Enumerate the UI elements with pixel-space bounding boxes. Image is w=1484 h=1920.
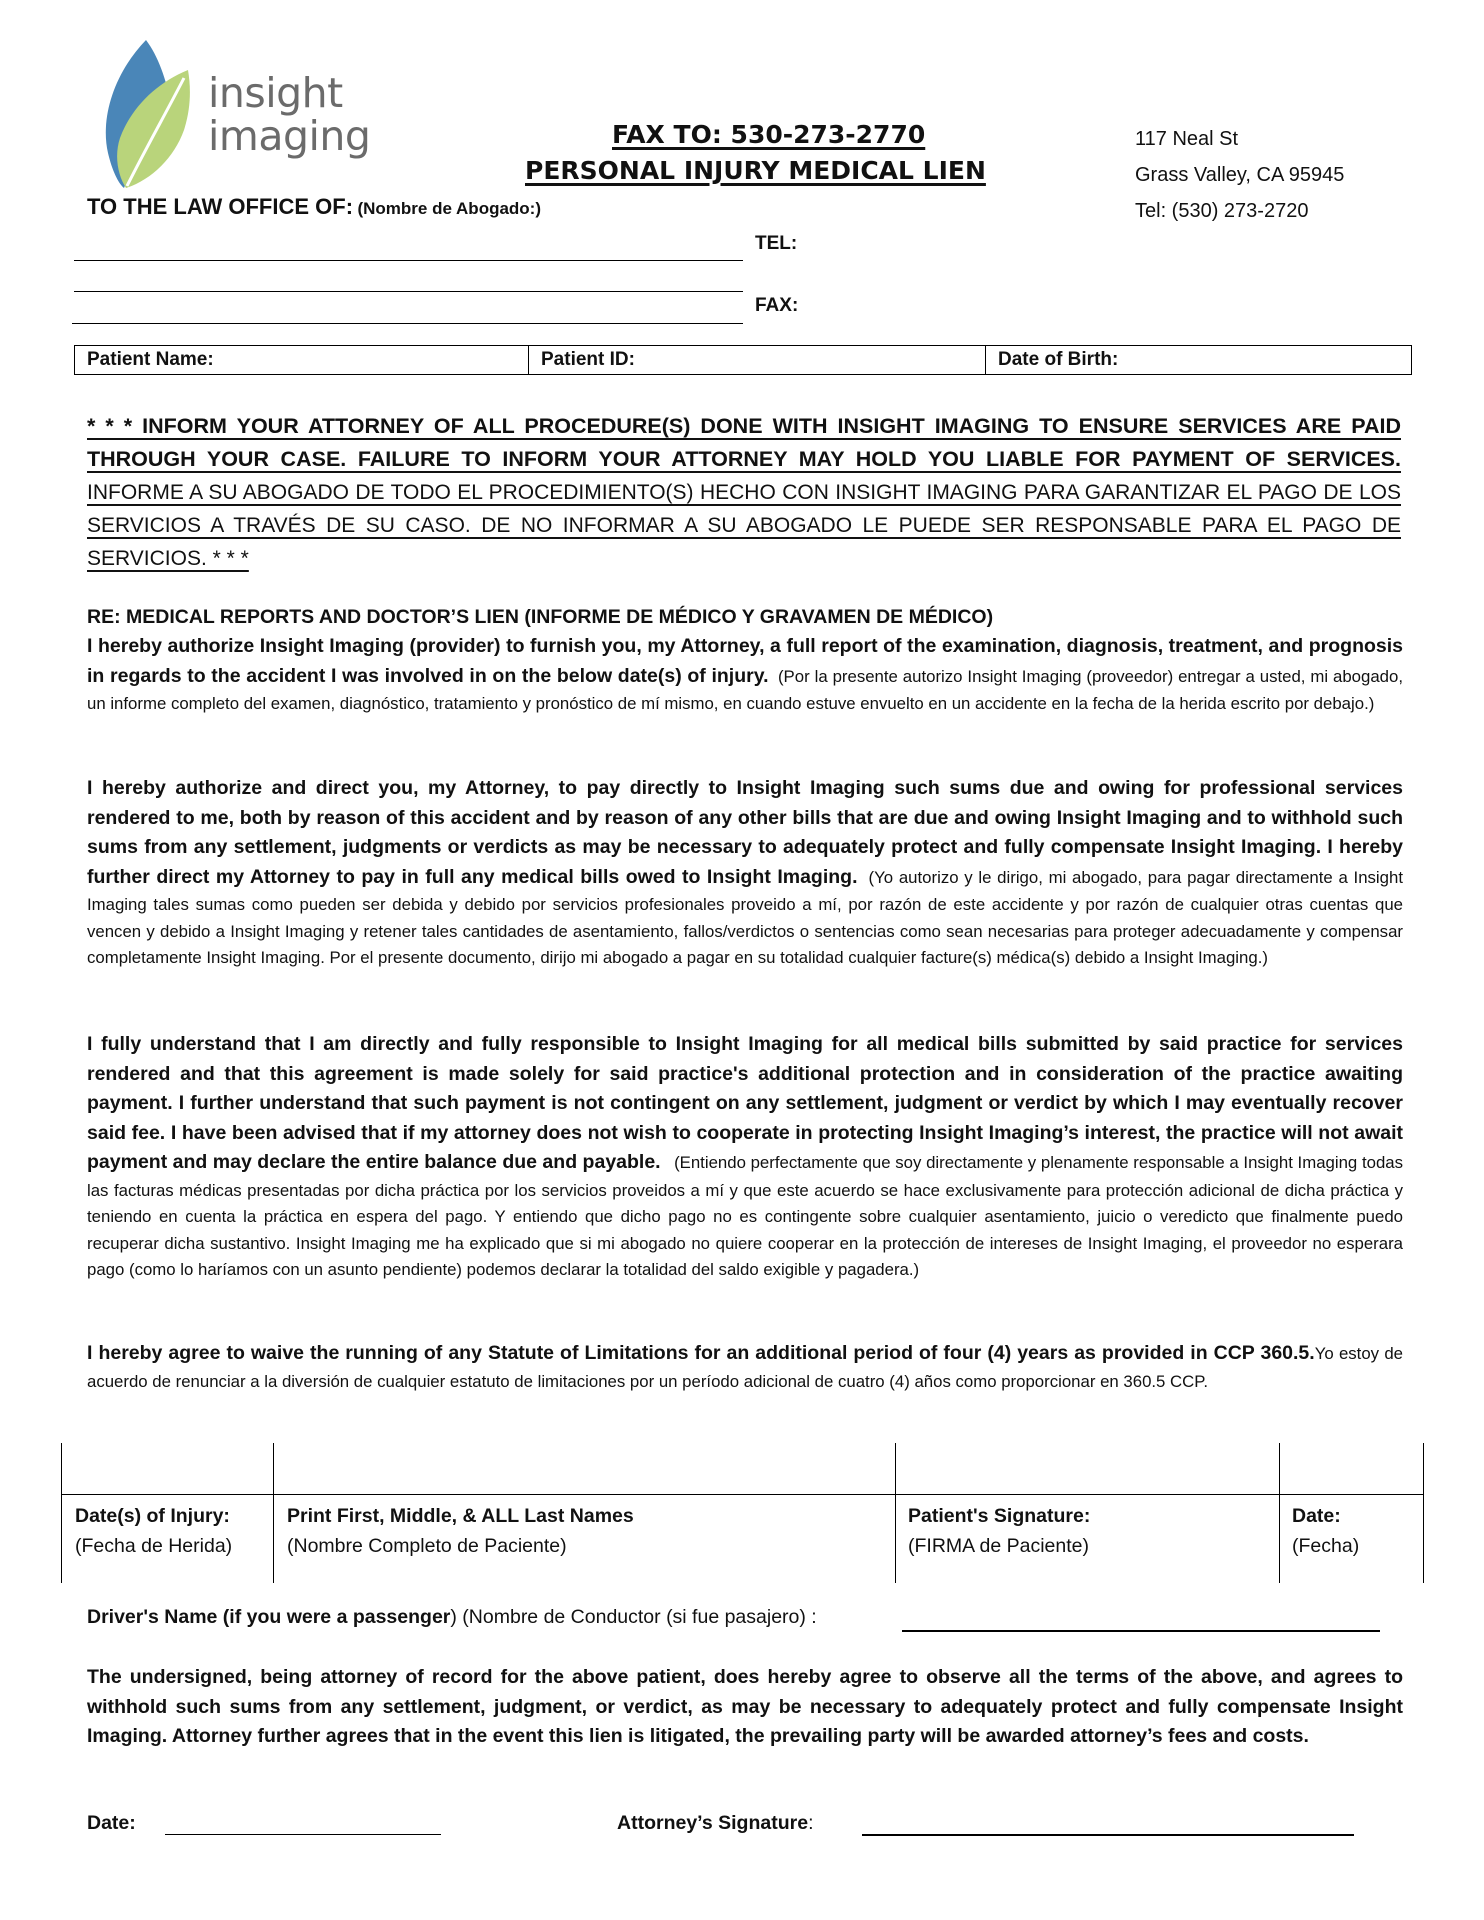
patient-signature-input[interactable] <box>897 1443 1277 1493</box>
full-name-label: Print First, Middle, & ALL Last Names <box>287 1505 634 1527</box>
fax-label: FAX: <box>755 295 799 316</box>
re-heading: RE: MEDICAL REPORTS AND DOCTOR’S LIEN (INFORME DE MÉDICO Y GRAVAMEN DE MÉDICO) <box>87 606 994 628</box>
law-office-label <box>87 194 541 220</box>
driver-name-label: Driver's Name (if you were a passenger <box>87 1606 451 1628</box>
attorney-warning <box>87 410 1401 575</box>
date-of-injury-input[interactable] <box>63 1443 271 1493</box>
law-office-name-line-3[interactable] <box>72 323 743 324</box>
document-title: PERSONAL INJURY MEDICAL LIEN <box>525 156 986 185</box>
patient-name-label: Patient Name: <box>87 349 214 370</box>
full-name-header <box>287 1501 634 1561</box>
responsibility-text-es: (Entiendo perfectamente que soy directamente y plenamente responsable a Insight Imaging todas las facturas médicas presentadas por dicha práctica por los servicios proveidos a mí y que este acuerdo se hace exclusivamente para protección adicional de dicha práctica y teniendo en cuenta la práctica en espera del pago. Y entiendo que dicho pago no es contingente sobre cualquier asentamiento, juicio o veredicto que finalmente puedo recuperar dicha sustantivo. Insight Imaging me ha explicado que si mi abogado no quiere cooperar en la protección de intereses de Insight Imaging, el proveedor no esperara pago (como lo haríamos con un asunto pendiente) podemos declarar la totalidad del saldo exigible y pagadera.) <box>87 1153 1404 1279</box>
fax-to-heading: FAX TO: 530-273-2770 <box>612 120 926 149</box>
table-divider <box>273 1443 274 1583</box>
address-phone: Tel: (530) 273-2720 <box>1135 200 1309 222</box>
company-logo <box>96 38 386 190</box>
payment-direction-text-es: (Yo autorizo y le dirigo, mi abogado, para pagar directamente a Insight Imaging tales sumas como pueden ser debida y debido por servicios profesionales proveido a mí, por razón de este accidente y por razón de cualquier otras cuentas que vencen y debido a Insight Imaging y retener tales cantidades de asentamiento, fallos/verdictos o sentencias como sean necesarias para proteger adecuadamente y compensar completamente Insight Imaging. Por el presente documento, dirijo mi abogado a pagar en su totalidad cualquier facture(s) médica(s) debido a Insight Imaging.) <box>87 867 1403 967</box>
logo-text-line2: imaging <box>208 112 371 160</box>
driver-name-label-es: (Nombre de Conductor (si fue pasajero) : <box>456 1606 817 1628</box>
attorney-date-label: Date: <box>87 1812 136 1834</box>
full-name-label-es: (Nombre Completo de Paciente) <box>287 1535 567 1557</box>
table-divider <box>1423 1443 1424 1583</box>
date-of-injury-label: Date(s) of Injury: <box>75 1505 230 1527</box>
logo-text <box>208 69 371 160</box>
driver-name-input-line[interactable] <box>902 1630 1380 1632</box>
responsibility-paragraph <box>87 1030 1403 1284</box>
table-divider <box>61 1494 1424 1495</box>
table-divider <box>61 1443 62 1583</box>
attorney-signature-input-line[interactable] <box>862 1834 1354 1836</box>
law-office-label-en: TO THE LAW OFFICE OF: <box>87 194 354 219</box>
patient-signature-header <box>908 1501 1090 1561</box>
authorization-text-en: I hereby authorize Insight Imaging (provider) to furnish you, my Attorney, a full report of the examination, diagnosis, treatment, and prognosis in regards to the accident I was involved in on the below date(s) of injury. <box>87 635 1403 687</box>
logo-text-line1: insight <box>208 69 343 117</box>
table-divider <box>1279 1443 1280 1583</box>
attorney-warning-es: INFORME A SU ABOGADO DE TODO EL PROCEDIMIENTO(S) HECHO CON INSIGHT IMAGING PARA GARANTIZAR EL PAGO DE LOS SERVICIOS A TRAVÉS DE SU CASO. DE NO INFORMAR A SU ABOGADO LE PUEDE SER RESPONSABLE PARA EL PAGO DE SERVICIOS. * * * <box>87 481 1401 570</box>
attorney-signature-label <box>617 1812 813 1835</box>
signature-date-label-es: (Fecha) <box>1292 1535 1360 1557</box>
patient-signature-label-es: (FIRMA de Paciente) <box>908 1535 1089 1557</box>
full-name-input[interactable] <box>275 1443 893 1493</box>
date-of-birth-field[interactable] <box>985 346 1411 374</box>
driver-name-row <box>87 1606 817 1629</box>
attorney-agreement-paragraph: The undersigned, being attorney of record for the above patient, does hereby agree to observe all the terms of the above, and agrees to withhold such sums from any settlement, judgment, or verdict, as may be necessary to adequately protect and fully compensate Insight Imaging. Attorney further agrees that in the event this lien is litigated, the prevailing party will be awarded attorney’s fees and costs. <box>87 1666 1403 1747</box>
attorney-signature-colon: : <box>808 1812 814 1834</box>
authorization-paragraph <box>87 632 1403 718</box>
leaf-logo-icon <box>96 38 196 190</box>
law-office-name-line-2[interactable] <box>74 291 743 292</box>
patient-id-label: Patient ID: <box>541 349 635 370</box>
patient-name-field[interactable] <box>75 346 528 374</box>
signature-date-header <box>1292 1501 1359 1561</box>
date-of-injury-header <box>75 1501 232 1561</box>
statute-waiver-text-es: Yo estoy de acuerdo de renunciar a la diversión de cualquier estatuto de limitaciones por un período adicional de cuatro (4) años como proporcionar en 360.5 CCP. <box>87 1344 1403 1391</box>
authorization-text-es: (Por la presente autorizo Insight Imaging (proveedor) entregar a usted, mi abogado, un informe completo del examen, diagnóstico, tratamiento y pronóstico de mí mismo, en cuando estuve envuelto en un accidente en la fecha de la herida escrito por debajo.) <box>87 666 1404 713</box>
statute-waiver-paragraph <box>87 1339 1403 1395</box>
clinic-address <box>1135 121 1344 229</box>
patient-signature-label: Patient's Signature: <box>908 1505 1091 1527</box>
attorney-date-input-line[interactable] <box>165 1834 441 1835</box>
attorney-signature-label-text: Attorney’s Signature <box>617 1812 809 1834</box>
date-of-injury-label-es: (Fecha de Herida) <box>75 1535 233 1557</box>
payment-direction-paragraph <box>87 774 1403 972</box>
attorney-warning-en: * * * INFORM YOUR ATTORNEY OF ALL PROCEDURE(S) DONE WITH INSIGHT IMAGING TO ENSURE SERVICES ARE PAID THROUGH YOUR CASE. FAILURE TO INFORM YOUR ATTORNEY MAY HOLD YOU LIABLE FOR PAYMENT OF SERVICES. <box>87 414 1401 471</box>
signature-date-label: Date: <box>1292 1505 1341 1527</box>
law-office-name-line-1[interactable] <box>74 260 743 261</box>
statute-waiver-text-en: I hereby agree to waive the running of any Statute of Limitations for an additional period of four (4) years as provided in CCP 360.5. <box>87 1342 1315 1364</box>
patient-signature-table <box>61 1443 1424 1583</box>
law-office-label-es: (Nombre de Abogado:) <box>357 199 542 218</box>
tel-label: TEL: <box>755 233 798 254</box>
payment-direction-text-en: I hereby authorize and direct you, my Attorney, to pay directly to Insight Imaging such sums due and owing for professional services rendered to me, both by reason of this accident and by reason of any other bills that are due and owing Insight Imaging and to withhold such sums from any settlement, judgments or verdicts as may be necessary to adequately protect and fully compensate Insight Imaging. I hereby further direct my Attorney to pay in full any medical bills owed to Insight Imaging. <box>87 777 1403 888</box>
signature-date-input[interactable] <box>1281 1443 1421 1493</box>
responsibility-text-en: I fully understand that I am directly and fully responsible to Insight Imaging for all medical bills submitted by said practice for services rendered and that this agreement is made solely for said practice's additional protection and in consideration of the practice awaiting payment. I further understand that such payment is not contingent on any settlement, judgment or verdict by which I may eventually recover said fee. I have been advised that if my attorney does not wish to cooperate in protecting Insight Imaging’s interest, the practice will not await payment and may declare the entire balance due and payable. <box>87 1033 1403 1173</box>
table-divider <box>895 1443 896 1583</box>
address-city: Grass Valley, CA 95945 <box>1135 164 1345 186</box>
patient-info-table <box>74 345 1412 375</box>
address-street: 117 Neal St <box>1135 128 1239 150</box>
date-of-birth-label: Date of Birth: <box>998 349 1119 370</box>
patient-id-field[interactable] <box>528 346 985 374</box>
driver-name-label-close: ) <box>450 1606 457 1628</box>
